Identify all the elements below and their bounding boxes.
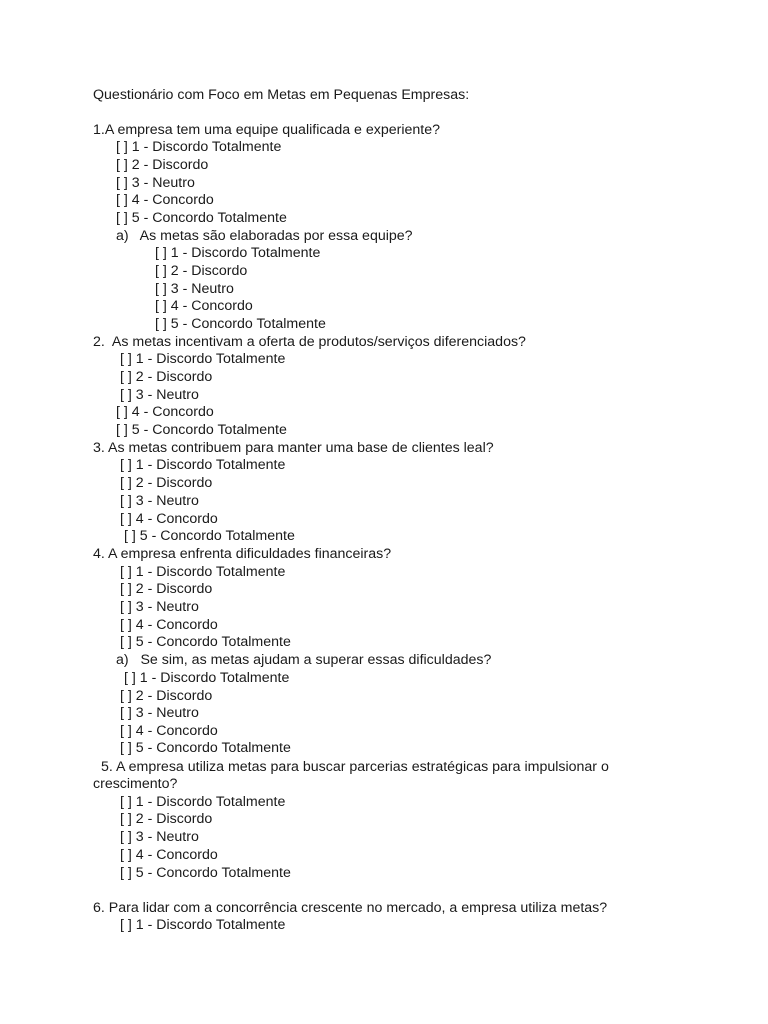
answer-option: [ ] 1 - Discordo Totalmente [120, 457, 286, 473]
answer-option: [ ] 3 - Neutro [120, 705, 199, 721]
answer-option: [ ] 3 - Neutro [155, 281, 234, 297]
answer-option: [ ] 3 - Neutro [120, 829, 199, 845]
answer-option: [ ] 4 - Concordo [116, 192, 214, 208]
answer-option: [ ] 5 - Concordo Totalmente [116, 210, 287, 226]
answer-option: [ ] 3 - Neutro [120, 599, 199, 615]
answer-option: [ ] 2 - Discordo [155, 263, 248, 279]
answer-option: [ ] 1 - Discordo Totalmente [124, 670, 290, 686]
answer-option: [ ] 1 - Discordo Totalmente [116, 139, 282, 155]
answer-option: [ ] 1 - Discordo Totalmente [120, 564, 286, 580]
question-heading: 5. A empresa utiliza metas para buscar parcerias estratégicas para impulsionar o [101, 759, 609, 775]
question-heading: 1.A empresa tem uma equipe qualificada e experiente? [93, 122, 441, 138]
answer-option: [ ] 3 - Neutro [116, 175, 195, 191]
question-heading: 6. Para lidar com a concorrência crescente no mercado, a empresa utiliza metas? [93, 900, 608, 916]
answer-option: [ ] 2 - Discordo [120, 688, 213, 704]
answer-option: [ ] 2 - Discordo [120, 369, 213, 385]
question-heading: 2. As metas incentivam a oferta de produtos/serviços diferenciados? [93, 334, 526, 350]
answer-option: [ ] 2 - Discordo [120, 581, 213, 597]
question-heading-continuation: crescimento? [93, 776, 178, 792]
answer-option: [ ] 3 - Neutro [120, 493, 199, 509]
document-title: Questionário com Foco em Metas em Pequenas Empresas: [93, 87, 470, 103]
answer-option: [ ] 1 - Discordo Totalmente [155, 245, 321, 261]
answer-option: [ ] 2 - Discordo [120, 811, 213, 827]
answer-option: [ ] 5 - Concordo Totalmente [120, 634, 291, 650]
answer-option: [ ] 5 - Concordo Totalmente [116, 422, 287, 438]
answer-option: [ ] 4 - Concordo [120, 617, 218, 633]
answer-option: [ ] 2 - Discordo [120, 475, 213, 491]
answer-option: [ ] 3 - Neutro [120, 387, 199, 403]
question-heading: 4. A empresa enfrenta dificuldades financeiras? [93, 546, 392, 562]
answer-option: [ ] 1 - Discordo Totalmente [120, 794, 286, 810]
sub-question-heading: a) As metas são elaboradas por essa equipe? [116, 228, 413, 244]
sub-question-heading: a) Se sim, as metas ajudam a superar essas dificuldades? [116, 652, 492, 668]
answer-option: [ ] 4 - Concordo [155, 298, 253, 314]
question-heading: 3. As metas contribuem para manter uma base de clientes leal? [93, 440, 494, 456]
answer-option: [ ] 4 - Concordo [120, 511, 218, 527]
answer-option: [ ] 2 - Discordo [116, 157, 209, 173]
answer-option: [ ] 4 - Concordo [120, 723, 218, 739]
answer-option: [ ] 4 - Concordo [120, 847, 218, 863]
answer-option: [ ] 4 - Concordo [116, 404, 214, 420]
answer-option: [ ] 5 - Concordo Totalmente [120, 740, 291, 756]
answer-option: [ ] 1 - Discordo Totalmente [120, 351, 286, 367]
answer-option: [ ] 5 - Concordo Totalmente [124, 528, 295, 544]
answer-option: [ ] 1 - Discordo Totalmente [120, 917, 286, 933]
answer-option: [ ] 5 - Concordo Totalmente [120, 865, 291, 881]
answer-option: [ ] 5 - Concordo Totalmente [155, 316, 326, 332]
